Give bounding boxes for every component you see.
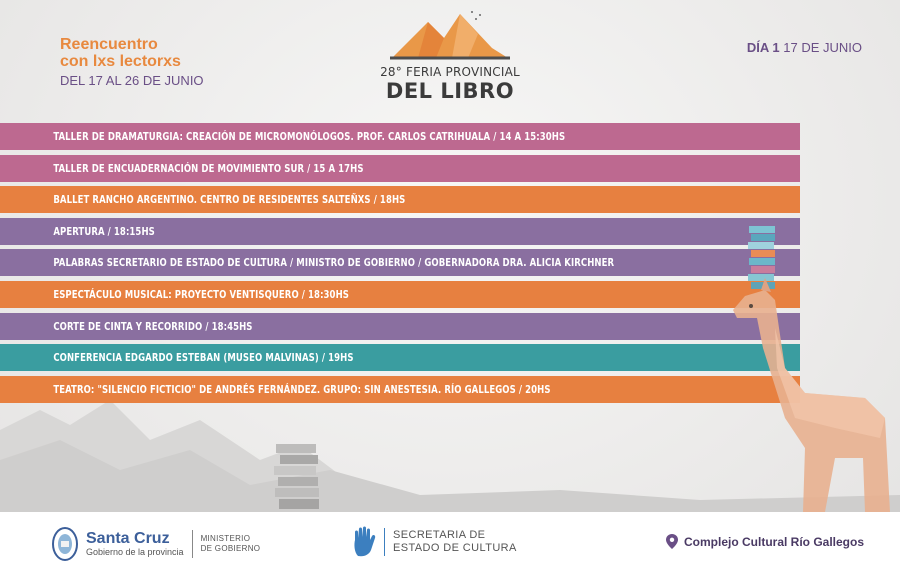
secretaria-line2: ESTADO DE CULTURA <box>393 542 517 554</box>
schedule-item-text: TALLER DE DRAMATURGIA: CREACIÓN DE MICROMONÓLOGOS. PROF. CARLOS CATRIHUALA / 14 A 15:30HS <box>53 130 566 143</box>
day-indicator <box>747 40 862 55</box>
schedule-row <box>0 249 800 276</box>
logo-name: DEL LIBRO <box>385 79 515 103</box>
day-label: DÍA 1 <box>746 40 780 55</box>
schedule-item-text: CORTE DE CINTA Y RECORRIDO / 18:45HS <box>53 319 253 333</box>
llama-with-books-icon <box>715 218 900 512</box>
schedule-item-text: TEATRO: "SILENCIO FICTICIO" DE ANDRÉS FERNÁNDEZ. GRUPO: SIN ANESTESIA. RÍO GALLEGOS / 20HS <box>53 382 551 396</box>
secretaria-logo <box>352 524 517 560</box>
ministry-line2: DE GOBIERNO <box>200 544 261 553</box>
day-date: 17 DE JUNIO <box>783 40 862 55</box>
books-stack-icon <box>272 440 324 512</box>
schedule-row <box>0 186 800 213</box>
tagline <box>60 36 204 89</box>
mountain-logo-icon <box>388 8 512 64</box>
location <box>666 534 864 549</box>
schedule-row <box>0 218 800 245</box>
gov-name: Santa Cruz <box>86 530 170 547</box>
gov-logo <box>52 526 260 562</box>
fair-logo <box>380 8 520 103</box>
schedule-row <box>0 281 800 308</box>
location-pin-icon <box>666 534 678 549</box>
schedule-row <box>0 123 800 150</box>
secretaria-line1: SECRETARIA DE <box>393 529 486 541</box>
ministry-line1: MINISTERIO <box>200 534 251 543</box>
schedule-item-text: PALABRAS SECRETARIO DE ESTADO DE CULTURA / MINISTRO DE GOBIERNO / GOBERNADORA DRA. ALICIA KIRCHNER <box>53 256 615 270</box>
gov-sub: Gobierno de la provincia <box>86 547 184 557</box>
schedule-item-text: APERTURA / 18:15HS <box>53 224 155 238</box>
hand-icon <box>352 526 376 558</box>
schedule-item-text: TALLER DE ENCUADERNACIÓN DE MOVIMIENTO SUR / 15 A 17HS <box>53 161 364 175</box>
schedule-row <box>0 344 800 371</box>
schedule-item-text: CONFERENCIA EDGARDO ESTEBAN (MUSEO MALVINAS) / 19HS <box>53 351 354 365</box>
schedule-row <box>0 313 800 340</box>
event-dates: DEL 17 AL 26 DE JUNIO <box>60 73 204 88</box>
schedule-item-text: ESPECTÁCULO MUSICAL: PROYECTO VENTISQUERO / 18:30HS <box>53 287 349 301</box>
tagline-line2: con lxs lectorxs <box>60 53 181 70</box>
location-text: Complejo Cultural Río Gallegos <box>684 534 865 549</box>
schedule-row <box>0 376 800 403</box>
shield-icon <box>52 527 78 561</box>
logo-edition: 28° FERIA PROVINCIAL <box>380 65 520 79</box>
tagline-line1: Reencuentro <box>60 36 158 53</box>
footer <box>0 512 900 572</box>
schedule-item-text: BALLET RANCHO ARGENTINO. CENTRO DE RESIDENTES SALTEÑXS / 18HS <box>53 193 406 207</box>
schedule-row <box>0 155 800 182</box>
